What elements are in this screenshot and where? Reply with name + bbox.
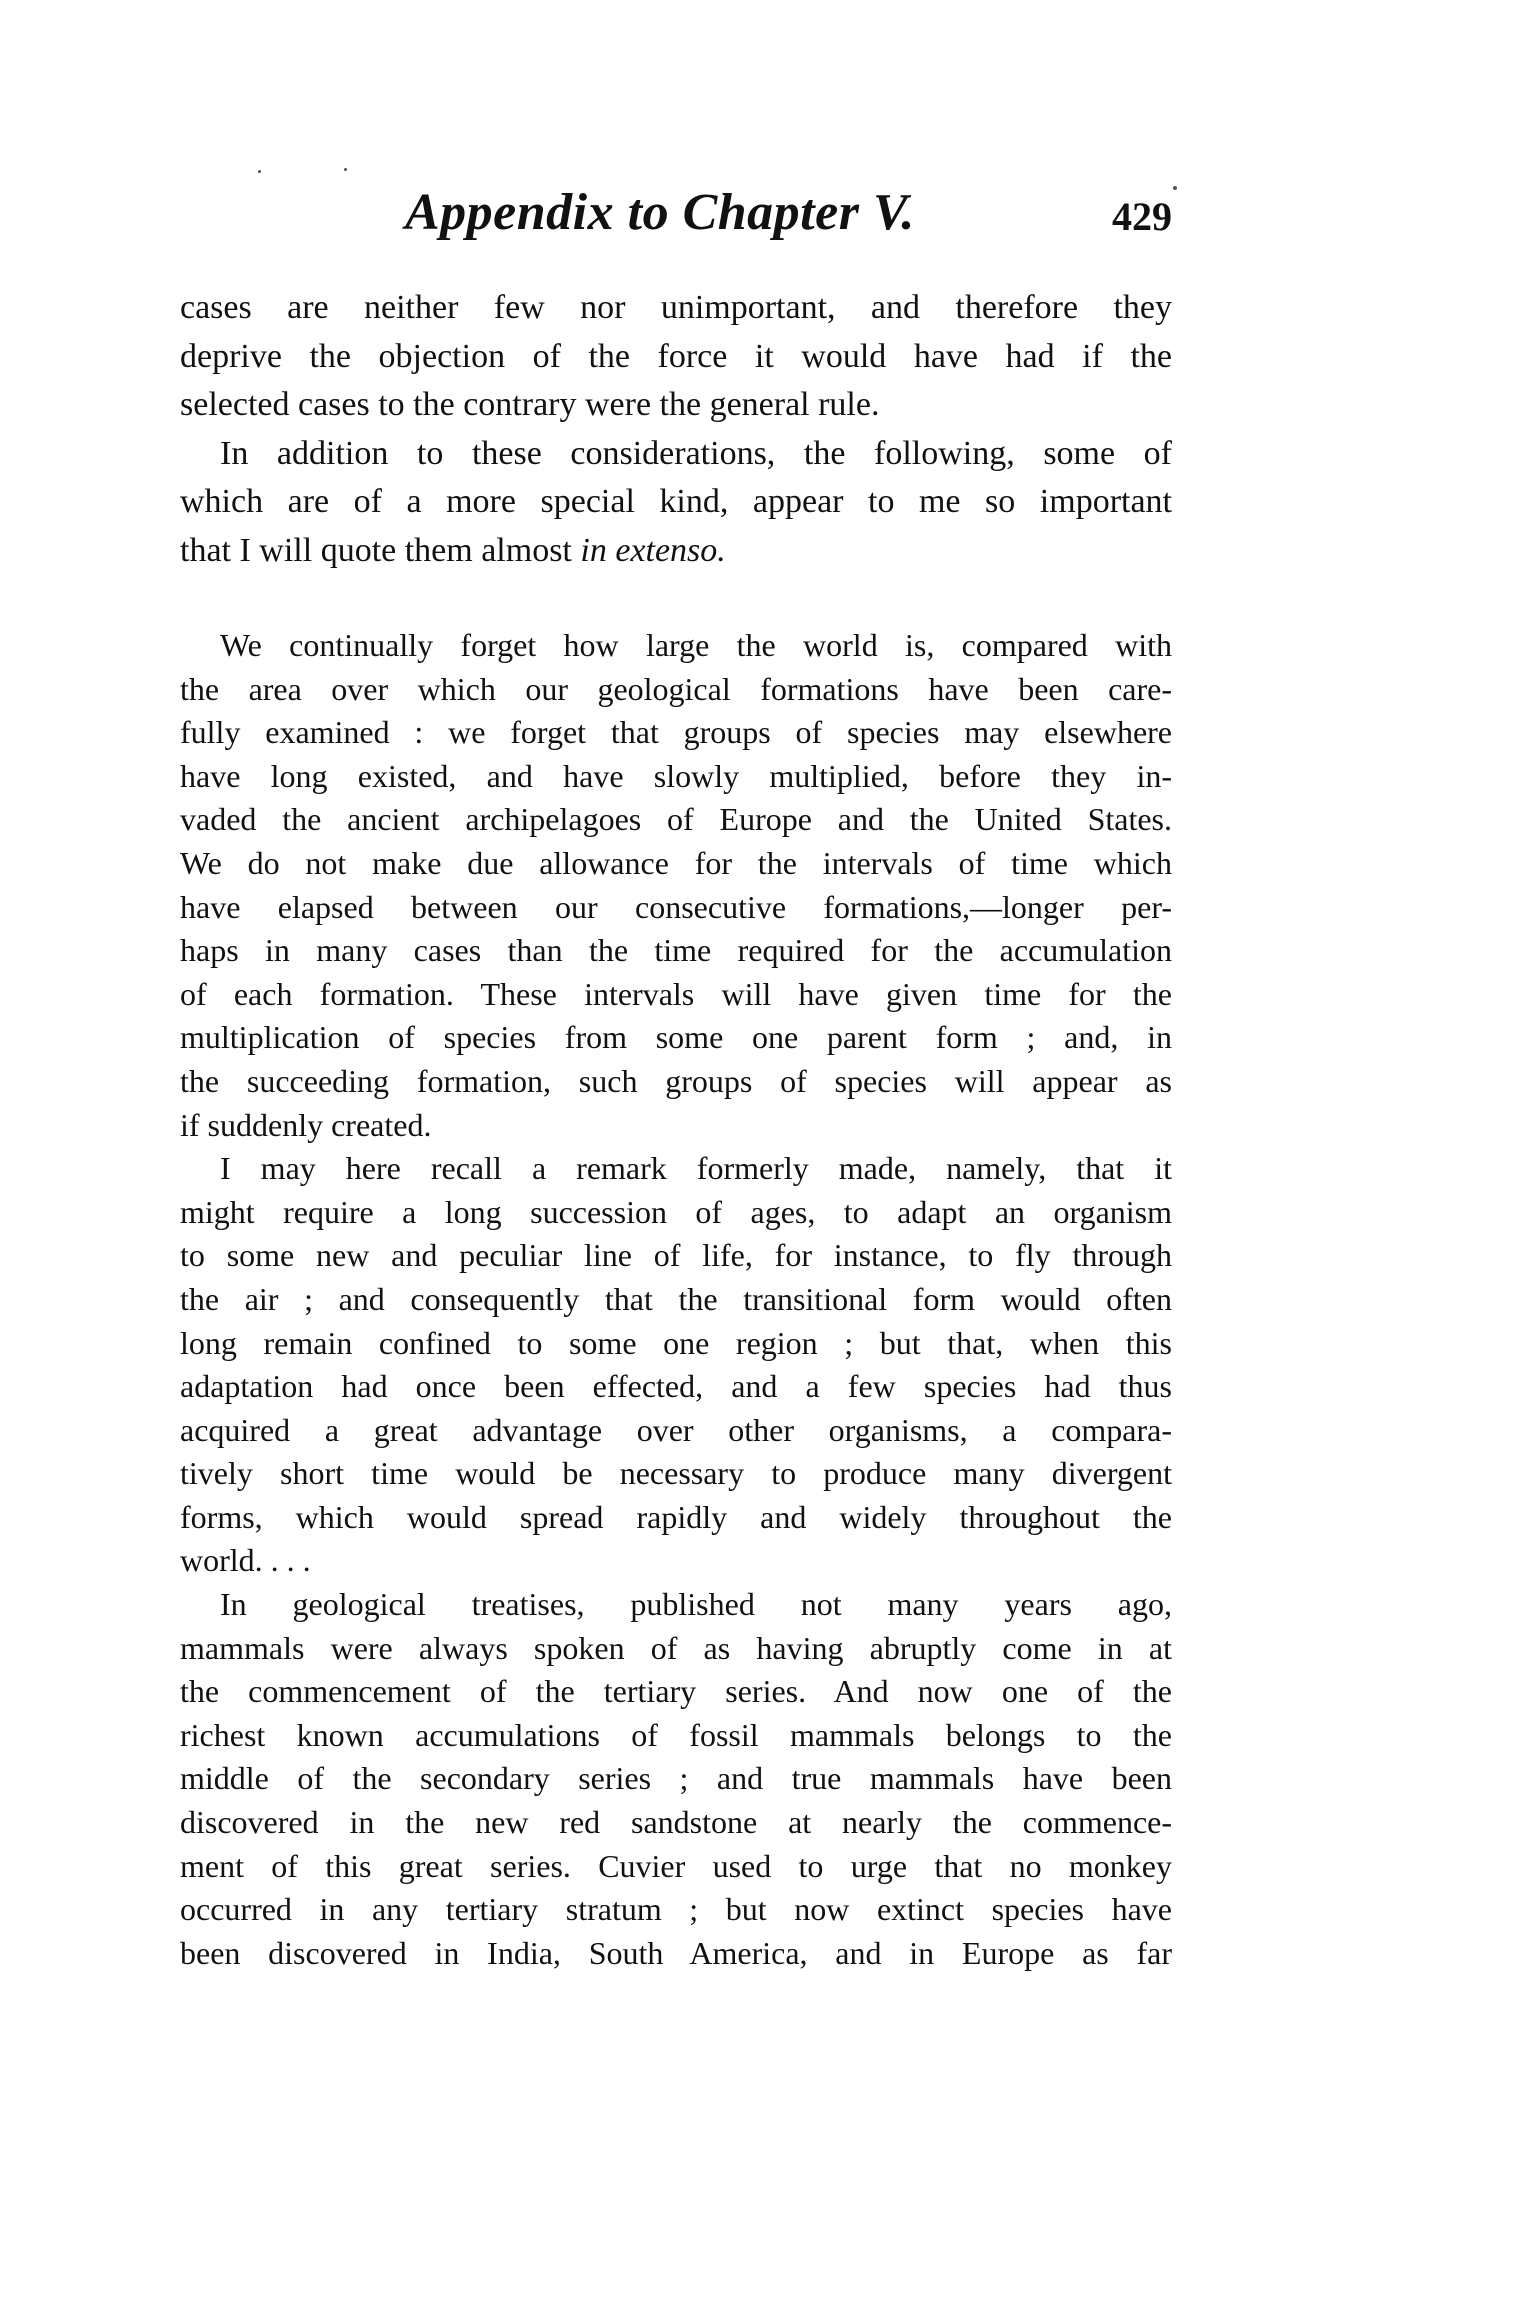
text-line: multiplication of species from some one parent form ; and, in — [180, 1019, 1172, 1056]
text-line: have long existed, and have slowly multiplied, before they in- — [180, 757, 1172, 794]
text-line: to some new and peculiar line of life, for instance, to fly through — [180, 1237, 1172, 1274]
running-head — [180, 178, 1172, 248]
running-title: Appendix to Chapter V. — [405, 184, 915, 241]
text-line: We continually forget how large the world is, compared with — [220, 627, 1172, 663]
text-line: fully examined : we forget that groups of species may elsewhere — [180, 714, 1172, 751]
text-line: forms, which would spread rapidly and widely throughout the — [180, 1498, 1172, 1535]
text-line: which are of a more special kind, appear to me so important — [180, 483, 1172, 521]
text-line: acquired a great advantage over other organisms, a compara- — [180, 1411, 1172, 1448]
text-line: long remain confined to some one region ; but that, when this — [180, 1324, 1172, 1361]
text-line: middle of the secondary series ; and true mammals have been — [180, 1760, 1172, 1797]
text-line: cases are neither few nor unimportant, and therefore they — [180, 289, 1172, 326]
text-line: been discovered in India, South America, and in Europe as far — [180, 1934, 1172, 1971]
paragraph — [180, 284, 1172, 430]
text-line: vaded the ancient archipelagoes of Europe and the United States. — [180, 801, 1172, 838]
text-line: selected cases to the contrary were the general rule. — [180, 386, 880, 424]
text-line: richest known accumulations of fossil mammals belongs to the — [180, 1716, 1172, 1753]
text-line: In addition to these considerations, the following, some of — [220, 434, 1172, 472]
text-line: might require a long succession of ages, to adapt an organism — [180, 1193, 1172, 1230]
text-line: the area over which our geological formations have been care- — [180, 670, 1172, 707]
text-line: adaptation had once been effected, and a few species had thus — [180, 1368, 1172, 1405]
paragraph — [180, 1583, 1172, 1975]
page-number: 429 — [1112, 194, 1172, 239]
text-line: In geological treatises, published not many years ago, — [220, 1586, 1172, 1623]
intro-text — [180, 284, 1172, 576]
quoted-passage — [180, 624, 1172, 1975]
text-line: have elapsed between our consecutive formations,—longer per- — [180, 888, 1172, 925]
paragraph — [180, 1147, 1172, 1583]
scan-speck — [344, 168, 347, 171]
text-line: haps in many cases than the time required for the accumulation — [180, 932, 1172, 969]
italic-phrase: in extenso. — [580, 531, 726, 569]
text-line: ment of this great series. Cuvier used to urge that no monkey — [180, 1847, 1172, 1884]
text-line: tively short time would be necessary to produce many divergent — [180, 1455, 1172, 1492]
text-run: that I will quote them almost — [180, 531, 581, 569]
text-line: discovered in the new red sandstone at nearly the commence- — [180, 1804, 1172, 1841]
text-line: if suddenly created. — [180, 1106, 432, 1143]
text-line: the succeeding formation, such groups of species will appear as — [180, 1062, 1172, 1099]
scan-speck — [1173, 186, 1177, 190]
scan-speck — [258, 170, 261, 173]
paragraph — [180, 430, 1172, 576]
text-line: the air ; and consequently that the transitional form would often — [180, 1280, 1172, 1317]
text-line — [180, 527, 1172, 576]
text-line: occurred in any tertiary stratum ; but now extinct species have — [180, 1891, 1172, 1928]
text-line: the commencement of the tertiary series. And now one of the — [180, 1673, 1172, 1710]
text-line: deprive the objection of the force it would have had if the — [180, 337, 1172, 375]
text-line: mammals were always spoken of as having abruptly come in at — [180, 1629, 1172, 1666]
paragraph — [180, 624, 1172, 1147]
text-line: We do not make due allowance for the intervals of time which — [180, 844, 1172, 881]
text-line: world. . . . — [180, 1542, 311, 1579]
text-line: I may here recall a remark formerly made, namely, that it — [220, 1150, 1172, 1187]
text-line: of each formation. These intervals will have given time for the — [180, 975, 1172, 1012]
